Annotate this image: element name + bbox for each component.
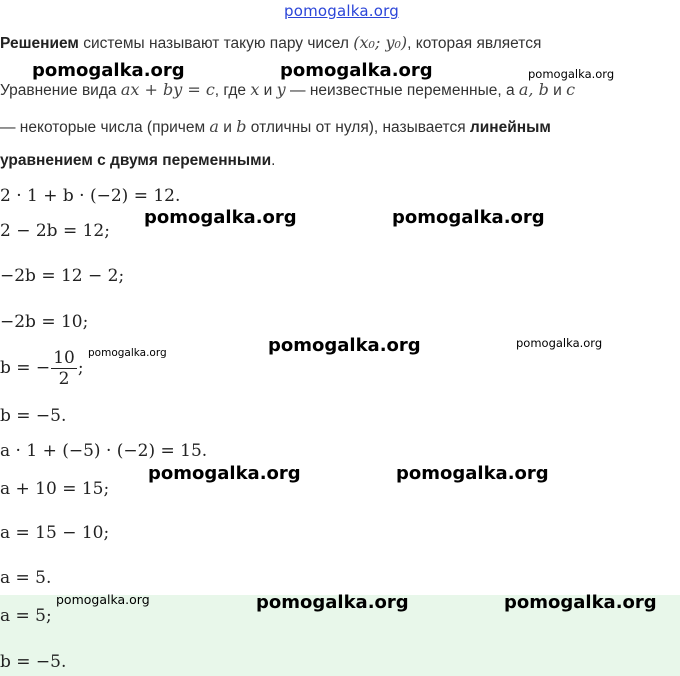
- text: — некоторые числа (причем: [0, 119, 210, 136]
- solution-step: 2 · 1 + b · (−2) = 12.: [0, 186, 181, 206]
- fraction: [51, 348, 77, 389]
- watermark: pomogalka.org: [32, 60, 185, 81]
- watermark: pomogalka.org: [148, 463, 301, 484]
- site-header: [0, 0, 680, 26]
- text: , которая является: [407, 35, 542, 52]
- definition-line-4: [0, 150, 275, 172]
- math-pair: (x₀; y₀): [353, 33, 408, 52]
- solution-step: a = 15 − 10;: [0, 523, 110, 543]
- fraction-denominator: 2: [58, 369, 70, 389]
- solution-step: a = 5.: [0, 568, 52, 588]
- step-suffix: ;: [77, 358, 84, 378]
- watermark: pomogalka.org: [528, 67, 615, 81]
- math-var: b: [236, 117, 247, 136]
- answer-line: b = −5.: [0, 652, 67, 672]
- definition-line-1: [0, 32, 541, 55]
- math-var: a, b: [518, 80, 549, 99]
- math-equation: ax + by = c: [120, 80, 215, 99]
- solution-step-fraction: [0, 348, 84, 389]
- text: — неизвестные переменные, а: [285, 82, 519, 99]
- watermark: pomogalka.org: [280, 60, 433, 81]
- solution-step: b = −5.: [0, 406, 67, 426]
- watermark: pomogalka.org: [268, 335, 421, 356]
- term-solution: Решением: [0, 35, 79, 52]
- text: и: [548, 82, 567, 99]
- watermark: pomogalka.org: [392, 207, 545, 228]
- watermark: pomogalka.org: [256, 592, 409, 613]
- math-var: y: [276, 80, 286, 99]
- fraction-numerator: 10: [53, 348, 75, 368]
- text: , где: [214, 82, 251, 99]
- solution-step: −2b = 12 − 2;: [0, 266, 125, 286]
- watermark: pomogalka.org: [88, 347, 167, 359]
- definition-line-3: [0, 116, 551, 139]
- solution-step: 2 − 2b = 12;: [0, 221, 110, 241]
- text: системы называют такую пару чисел: [78, 35, 354, 52]
- text: отличны от нуля), называется: [246, 119, 470, 136]
- term-linear: линейным: [469, 119, 551, 136]
- solution-step: a · 1 + (−5) · (−2) = 15.: [0, 441, 208, 461]
- math-var: c: [566, 80, 576, 99]
- solution-step: a + 10 = 15;: [0, 479, 110, 499]
- answer-line: a = 5;: [0, 606, 52, 626]
- text: .: [271, 152, 276, 169]
- watermark: pomogalka.org: [396, 463, 549, 484]
- text: и: [218, 119, 237, 136]
- term-linear-equation: уравнением с двумя переменными: [0, 152, 272, 169]
- site-link[interactable]: pomogalka.org: [284, 2, 399, 20]
- watermark: pomogalka.org: [56, 592, 150, 607]
- definition-line-2: [0, 79, 575, 102]
- step-prefix: b = −: [0, 358, 51, 378]
- watermark: pomogalka.org: [516, 336, 603, 350]
- text: Уравнение вида: [0, 82, 121, 99]
- solution-step: −2b = 10;: [0, 312, 89, 332]
- text: и: [259, 82, 277, 99]
- watermark: pomogalka.org: [144, 207, 297, 228]
- math-var: a: [209, 117, 219, 136]
- math-var: x: [250, 80, 260, 99]
- watermark: pomogalka.org: [504, 592, 657, 613]
